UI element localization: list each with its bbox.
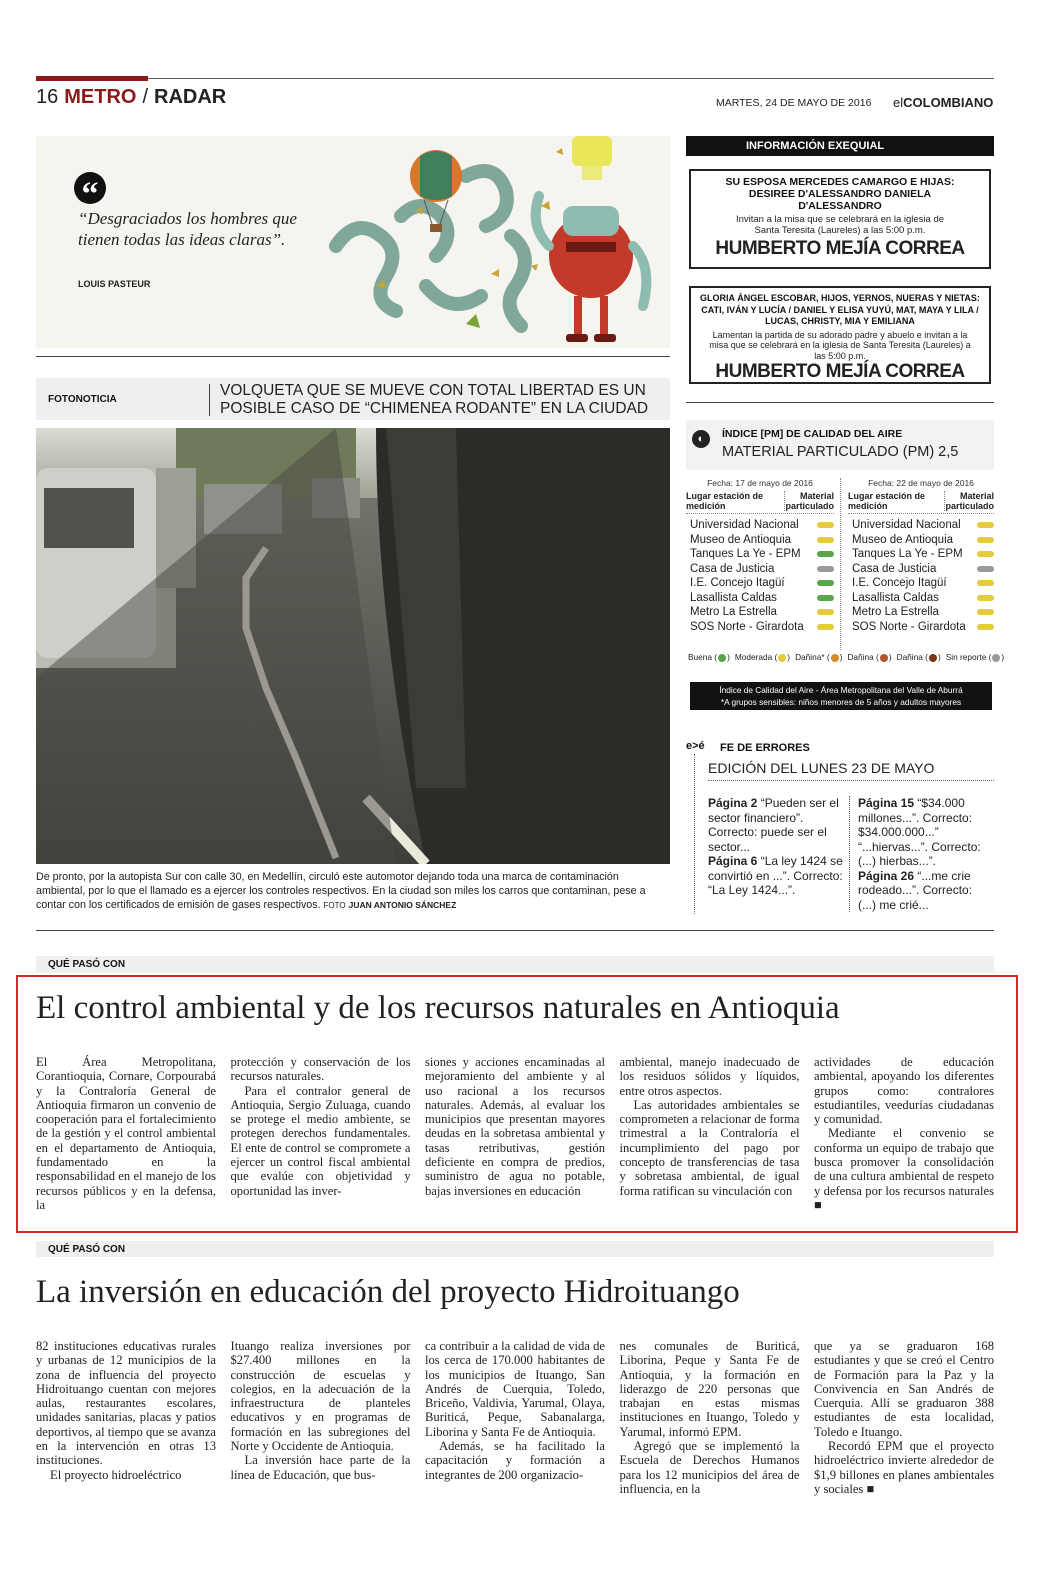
obituary-header-text: INFORMACIÓN EXEQUIAL xyxy=(746,140,885,152)
obituary-message-2: Lamentan la partida de su adorado padre y abuelo e invitan a la misa que se celebrará en la iglesia de Santa Teresita (Laureles) a las 5:00 p.m. xyxy=(709,329,971,361)
article1-column xyxy=(814,1055,994,1217)
aq-legend-label: Buena xyxy=(688,652,712,662)
air-quality-title: ÍNDICE [PM] DE CALIDAD DEL AIRE xyxy=(722,428,903,440)
aq-legend-suffix: * xyxy=(821,652,825,662)
aq-station-name: Lasallista Caldas xyxy=(852,591,939,604)
article1-paragraph: Mediante el convenio se conforma un equipo de trabajo que busca promover la consolidación de una cultura ambiental de respeto y defensa por los recursos naturales ■ xyxy=(814,1126,994,1212)
quote-bottom-rule xyxy=(36,356,670,357)
aq-status-indicator xyxy=(817,609,834,615)
errata-column-1 xyxy=(708,796,844,898)
errata-text: “...me crie rodeado...”. Correcto: (...) me crié... xyxy=(858,868,973,912)
aq-station-name: I.E. Concejo Itagüí xyxy=(852,577,947,590)
aq-status-indicator xyxy=(817,595,834,601)
aq-status-indicator xyxy=(977,551,994,557)
obituary-families-1: SU ESPOSA MERCEDES CAMARGO E HIJAS: DESIREE D'ALESSANDRO DANIELA D'ALESSANDRO xyxy=(725,176,955,212)
aq-legend-item: Dañina ( ) xyxy=(847,652,892,662)
article2-paragraph: que ya se graduaron 168 estudiantes y que se creó el Centro de Formación para la Paz y la Convivencia en San Andrés de Cuerquia. Allí se graduaron 388 estudiantes de esta localidad, Toledo e Ituango. xyxy=(814,1339,994,1439)
aq-station-name: Museo de Antioquia xyxy=(690,533,792,546)
article1-column xyxy=(36,1055,216,1217)
aq-legend-label: Dañina xyxy=(896,652,923,662)
article1-column xyxy=(231,1055,411,1217)
aq-legend-label: Dañina xyxy=(847,652,874,662)
quote-panel xyxy=(36,136,670,348)
aq-station-name: SOS Norte - Girardota xyxy=(690,620,804,633)
photo-news-tag: FOTONOTICIA xyxy=(48,394,117,405)
errata-page: Página 26 xyxy=(858,868,915,883)
aq-station-name: I.E. Concejo Itagüí xyxy=(690,577,785,590)
aq-station-name: Casa de Justicia xyxy=(852,562,937,575)
aq-status-indicator xyxy=(977,624,994,630)
errata-entry xyxy=(858,796,990,869)
article2-paragraph: Además, se ha facilitado la capacitación y formación a integrantes de 200 organizacio- xyxy=(425,1439,605,1482)
errata-vertical-rule xyxy=(694,754,695,914)
air-quality-drop-icon: ◐ xyxy=(692,430,710,448)
photo-caption-text: De pronto, por la autopista Sur con calle 30, en Medellín, circuló este automotor dejando toda una marca de contaminación ambiental, por lo que el llamado es a ejercer los controles respectivos. En la ciudad son miles los carros que contaminan, pese a contar con los certificados de emisión de gases respectivos. xyxy=(36,871,646,911)
aq-status-indicator xyxy=(977,537,994,543)
errata-column-2 xyxy=(858,796,990,912)
article2-kicker: QUÉ PASÓ CON xyxy=(48,1244,126,1255)
article1-kicker: QUÉ PASÓ CON xyxy=(48,959,126,970)
aq-table-divider xyxy=(840,478,841,650)
aq-status-indicator xyxy=(817,551,834,557)
article2-headline: La inversión en educación del proyecto Hidroituango xyxy=(36,1274,740,1310)
aq-legend-item: Dañina ( ) xyxy=(896,652,941,662)
aq-status-indicator xyxy=(977,522,994,528)
aq-legend-dot xyxy=(831,654,839,662)
aq-col-station-1: Lugar estación de medición xyxy=(686,491,764,511)
article1-kicker-band xyxy=(36,956,994,972)
aq-legend-label: Moderada xyxy=(734,652,773,662)
errata-page: Página 6 xyxy=(708,854,758,868)
aq-row xyxy=(690,605,834,620)
article2-paragraph: El proyecto hidroeléctrico xyxy=(50,1467,182,1482)
page-header xyxy=(36,86,226,108)
aq-legend-label: Sin reporte xyxy=(945,652,987,662)
article2-body xyxy=(36,1339,994,1501)
article1-column xyxy=(620,1055,800,1217)
errata-entry xyxy=(708,796,844,854)
article2-paragraph: 82 instituciones educativas rurales y urbanas de 12 municipios de la zona de influencia del proyecto Hidroituango cuentan con mejores aulas, restaurantes escolares, unidades sanitarias, placas y patios deportivos, al tiempo que se avanza en la intervención en otras 13 instituciones. xyxy=(36,1339,216,1468)
photo-credit-label: FOTO xyxy=(323,901,346,910)
aq-footer xyxy=(690,682,992,710)
air-quality-subtitle: MATERIAL PARTICULADO (PM) 2,5 xyxy=(722,444,959,460)
errata-text: “$34.000 millones...”. Correcto: $34.000.000...” “...hiervas...”. Correcto: (...) hierbas...”. xyxy=(858,796,981,868)
article1-paragraph: Para el contralor general de Antioquia, Sergio Zuluaga, cuando se protege el medio ambiente, se protegen derechos fundamentales. El ente de control se compromete a ejercer un control fiscal ambiental que evalúe con objetividad y oportunidad las inver- xyxy=(230,1083,411,1198)
aq-row xyxy=(852,562,994,577)
brand-name: COLOMBIANO xyxy=(903,95,994,110)
aq-legend-label: Dañina xyxy=(795,652,822,662)
mid-page-rule xyxy=(36,930,994,931)
errata-col-divider xyxy=(849,796,850,912)
article2-paragraph: Recordó EPM que el proyecto hidroeléctrico invierte alrededor de $1,9 billones en planes ambientales y sociales ■ xyxy=(814,1439,994,1496)
header-top-rule xyxy=(36,78,994,79)
errata-module xyxy=(686,736,994,916)
aq-rows-2 xyxy=(848,518,994,634)
aq-status-indicator xyxy=(977,609,994,615)
aq-status-indicator xyxy=(817,624,834,630)
errata-entry xyxy=(708,854,844,898)
obituary-families-2: GLORIA ÁNGEL ESCOBAR, HIJOS, YERNOS, NUERAS Y NIETAS: CATI, IVÁN Y LUCÍA / DANIEL Y ELISA YUYÚ, MAT, MAYA Y LILA / LUCAS, CHRISTY, MIA Y EMILIANA xyxy=(700,293,980,326)
quote-author: LOUIS PASTEUR xyxy=(78,279,151,289)
article2-paragraph: La inversión hace parte de la línea de Educación, que bus- xyxy=(230,1453,411,1482)
article2-column xyxy=(620,1339,800,1501)
aq-row xyxy=(852,518,994,533)
brand-logo xyxy=(893,95,993,110)
air-quality-module xyxy=(686,420,1005,710)
article2-column xyxy=(231,1339,411,1501)
aq-legend-dot xyxy=(778,654,786,662)
article1-paragraph: siones y acciones encaminadas al mejoramiento del ambiente y al uso racional a los recursos naturales. Además, al evaluar los municipios que presentan mayores deudas en la sobretasa ambiental y tasas retributivas, gestión deficiente en compra de predios, suministro de agua no potable, bajas inversiones en educación xyxy=(425,1055,605,1198)
aq-station-name: SOS Norte - Girardota xyxy=(852,620,966,633)
aq-table-2 xyxy=(848,478,994,634)
obituary-header xyxy=(686,136,994,156)
errata-page: Página 2 xyxy=(708,796,758,810)
article1-body xyxy=(36,1055,994,1217)
aq-status-indicator xyxy=(817,566,834,572)
errata-entry xyxy=(858,869,990,913)
aq-row xyxy=(852,533,994,548)
aq-date-2: Fecha: 22 de mayo de 2016 xyxy=(868,478,974,488)
aq-row xyxy=(690,620,834,635)
aq-legend-item: Dañina* ( ) xyxy=(795,652,843,662)
aq-legend-dot xyxy=(880,654,888,662)
aq-station-name: Museo de Antioquia xyxy=(852,533,954,546)
aq-station-name: Metro La Estrella xyxy=(690,606,777,619)
aq-row xyxy=(690,591,834,606)
aq-row xyxy=(690,533,834,548)
quote-mark-icon: “ xyxy=(74,172,106,204)
errata-rule xyxy=(708,780,994,781)
subsection-name: RADAR xyxy=(154,86,227,108)
article1-paragraph: protección y conservación de los recursos naturales. xyxy=(230,1055,411,1084)
aq-status-indicator xyxy=(977,580,994,586)
aq-col-material-2: Material particulado xyxy=(945,491,994,511)
aq-row xyxy=(852,576,994,591)
robot-balloon-illustration xyxy=(316,136,670,348)
article2-paragraph: nes comunales de Buriticá, Liborina, Peque y Santa Fe de Antioquia, y la formación en liderazgo de 220 personas que trabajan en estas mismas instituciones en Ituango, Toledo y Yarumal, informó EPM. xyxy=(619,1339,800,1439)
aq-station-name: Metro La Estrella xyxy=(852,606,939,619)
errata-text: “Pueden ser el sector financiero”. Correcto: puede ser el sector... xyxy=(708,796,839,854)
photo-news-caption xyxy=(36,870,670,913)
header-date: MARTES, 24 DE MAYO DE 2016 xyxy=(716,97,872,109)
aq-station-name: Tanques La Ye - EPM xyxy=(852,548,963,561)
article2-column xyxy=(36,1339,216,1501)
aq-station-name: Universidad Nacional xyxy=(852,519,961,532)
aq-row xyxy=(690,576,834,591)
obituary-name-1: HUMBERTO MEJÍA CORREA xyxy=(715,238,965,259)
aq-station-name: Tanques La Ye - EPM xyxy=(690,548,801,561)
section-name: METRO xyxy=(64,86,137,108)
article2-column xyxy=(425,1339,605,1501)
errata-text: “La ley 1424 se convirtió en ...”. Correcto: “La Ley 1424...”. xyxy=(708,854,843,897)
article1-column xyxy=(425,1055,605,1217)
obituary-notice-2 xyxy=(689,286,991,384)
photo-credit-name: JUAN ANTONIO SÁNCHEZ xyxy=(348,900,457,910)
aq-row xyxy=(852,605,994,620)
aq-station-name: Lasallista Caldas xyxy=(690,591,777,604)
article2-paragraph: ca contribuir a la calidad de vida de los cerca de 170.000 habitantes de los municipios de Ituango, San Andrés de Cuerquia, Toledo, Briceño, Valdivia, Yarumal, Olaya, Buriticá, Peque, Sabanalarga, Liborina y Santa Fe de Antioquia. xyxy=(425,1339,605,1439)
aq-col-material-1: Material particulado xyxy=(785,491,834,511)
header-accent-bar xyxy=(36,76,148,81)
street-photo xyxy=(36,428,670,864)
aq-date-1: Fecha: 17 de mayo de 2016 xyxy=(707,478,813,488)
aq-row xyxy=(852,591,994,606)
aq-status-indicator xyxy=(977,566,994,572)
aq-status-indicator xyxy=(977,595,994,601)
article2-paragraph: Ituango realiza inversiones por $27.400 millones en la construcción de escuelas y colegios, en la adecuación de la infraestructura de planteles educativos y en programas de formación en las subregiones del Norte y Occidente de Antioquia. xyxy=(230,1339,411,1454)
aq-row xyxy=(690,562,834,577)
aq-legend-dot xyxy=(929,654,937,662)
aq-col-station-2: Lugar estación de medición xyxy=(848,491,926,511)
article2-kicker-band xyxy=(36,1241,994,1257)
aq-status-indicator xyxy=(817,522,834,528)
article2-column xyxy=(814,1339,994,1501)
aq-row xyxy=(852,620,994,635)
errata-subtitle: EDICIÓN DEL LUNES 23 DE MAYO xyxy=(708,760,935,776)
aq-legend-dot xyxy=(992,654,1000,662)
article2-paragraph: Agregó que se implementó la Escuela de Derechos Humanos para los 12 municipios del área de influencia, en la xyxy=(619,1439,800,1496)
article1-headline: El control ambiental y de los recursos naturales en Antioquia xyxy=(36,990,840,1026)
aq-rows-1 xyxy=(686,518,834,634)
photo-news-divider xyxy=(209,384,210,416)
errata-page: Página 15 xyxy=(858,796,915,810)
aq-footer-line2: *A grupos sensibles: niños menores de 5 años y adultos mayores xyxy=(720,697,962,707)
aq-footer-line1: Índice de Calidad del Aire - Área Metropolitana del Valle de Aburrá xyxy=(719,685,963,695)
aq-table-1 xyxy=(686,478,834,634)
aq-row xyxy=(690,518,834,533)
obituary-bottom-rule xyxy=(686,402,994,403)
aq-legend-item: Buena ( ) xyxy=(688,652,730,662)
aq-status-indicator xyxy=(817,580,834,586)
aq-station-name: Casa de Justicia xyxy=(690,562,775,575)
errata-title: FE DE ERRORES xyxy=(720,742,810,754)
errata-icon: e>é xyxy=(686,740,705,752)
section-separator: / xyxy=(142,86,149,108)
aq-row xyxy=(852,547,994,562)
article1-paragraph: actividades de educación ambiental, apoyando los diferentes grupos como: contralores estudiantiles, veedurías ciudadanas y comunidad. xyxy=(814,1055,994,1127)
quote-text: “Desgraciados los hombres que tienen todas las ideas claras”. xyxy=(78,209,297,249)
aq-legend-dot xyxy=(718,654,726,662)
photo-news-image xyxy=(36,428,670,864)
article1-paragraph: Las autoridades ambientales se comprometen a relacionar de forma trimestral a la Contraloría el incumplimiento del pago por concepto de transferencias de tasa y sobretasa ambiental, de igual forma ratifican su vinculación con xyxy=(619,1097,800,1198)
article1-paragraph: El Área Metropolitana, Corantioquia, Cornare, Corpourabá y la Contraloría General de Antioquia firmaron un convenio de cooperación para el fortalecimiento de la gestión y el control ambiental en el departamento de Antioquia, fundamentado en la responsabilidad en el manejo de los recursos públicos y en la defensa, la xyxy=(36,1055,216,1212)
aq-status-indicator xyxy=(817,537,834,543)
article1-paragraph: ambiental, manejo inadecuado de los residuos sólidos y líquidos, entre otros aspectos. xyxy=(619,1055,800,1098)
aq-row xyxy=(690,547,834,562)
aq-legend-item: Sin reporte ( ) xyxy=(945,652,1005,662)
brand-prefix: el xyxy=(893,95,904,110)
aq-legend xyxy=(688,652,1005,662)
aq-legend-item: Moderada ( ) xyxy=(734,652,791,662)
aq-station-name: Universidad Nacional xyxy=(690,519,799,532)
photo-news-headline: VOLQUETA QUE SE MUEVE CON TOTAL LIBERTAD ES UN POSIBLE CASO DE “CHIMENEA RODANTE” EN LA CIUDAD xyxy=(220,382,649,417)
obituary-notice-1 xyxy=(689,169,991,269)
page-number: 16 xyxy=(36,86,59,108)
obituary-message-1: Invitan a la misa que se celebrará en la iglesia de Santa Teresita (Laureles) a las 5:00 p.m. xyxy=(735,214,945,236)
obituary-name-2: HUMBERTO MEJÍA CORREA xyxy=(715,361,965,382)
